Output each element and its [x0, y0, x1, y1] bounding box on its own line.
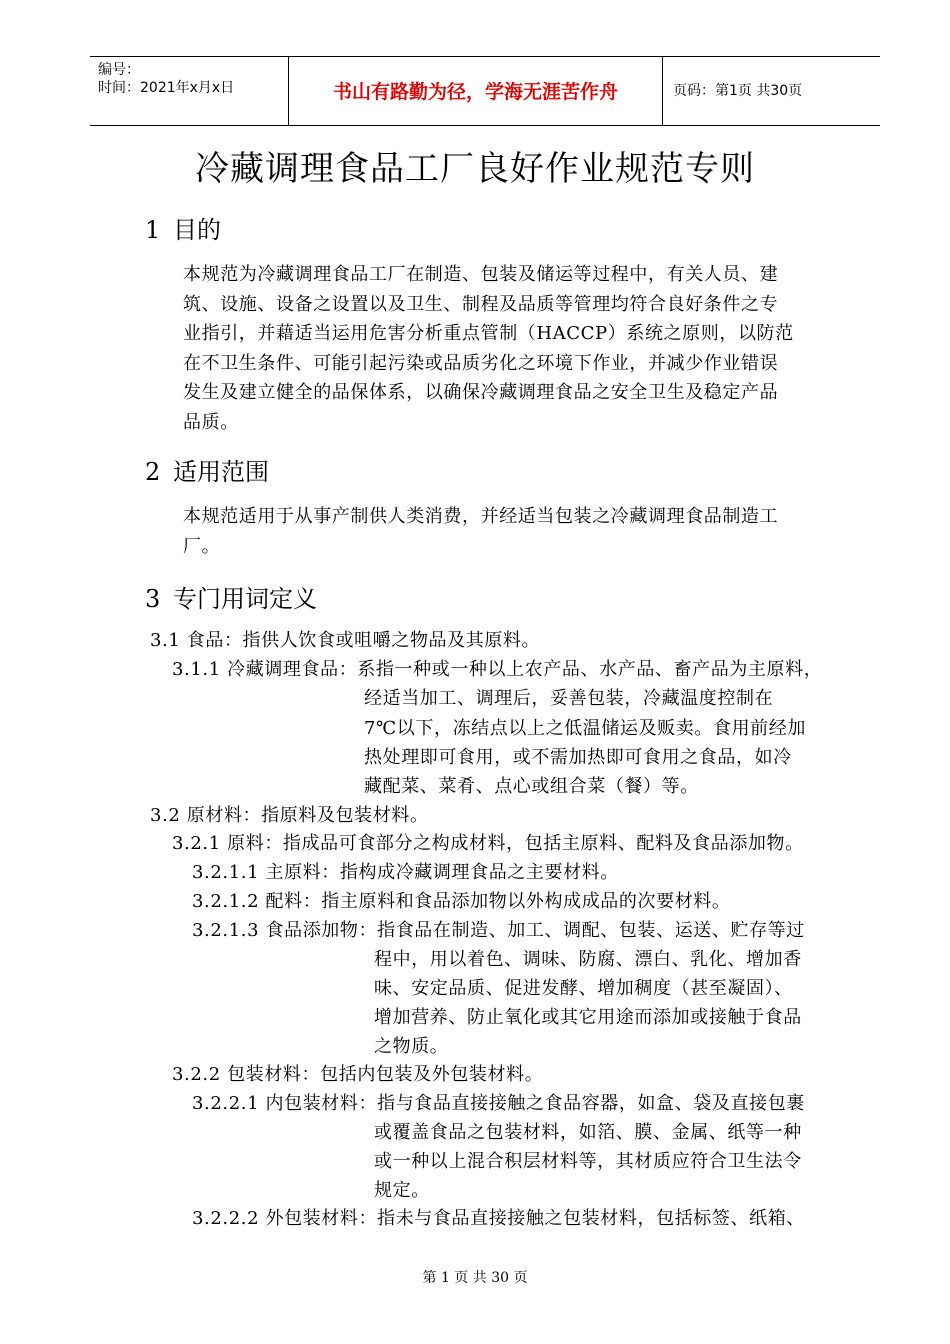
paragraph-line: 在不卫生条件、可能引起污染或品质劣化之环境下作业，并减少作业错误 — [183, 352, 779, 374]
section-title: 适用范围 — [173, 458, 269, 486]
definition-line: 味、安定品质、促进发酵、增加稠度（甚至凝固）、 — [374, 978, 793, 999]
paragraph-line: 品质。 — [183, 411, 239, 433]
paragraph-line: 本规范为冷藏调理食品工厂在制造、包装及储运等过程中，有关人员、建 — [183, 264, 779, 285]
definition-line: 规定。 — [374, 1180, 430, 1201]
definition-line: 3.2.1.2 配料：指主原料和食品添加物以外构成成品的次要材料。 — [192, 891, 731, 912]
document-title: 冷藏调理食品工厂良好作业规范专则 — [195, 149, 755, 189]
section-number: 1 — [145, 216, 161, 244]
definition-line: 藏配菜、菜肴、点心或组合菜（餐）等。 — [364, 776, 699, 797]
definition-line: 3.2.1.3 食品添加物：指食品在制造、加工、调配、包装、运送、贮存等过 — [192, 920, 805, 941]
paragraph-line: 筑、设施、设备之设置以及卫生、制程及品质等管理均符合良好条件之专 — [183, 293, 779, 315]
definition-line: 程中，用以着色、调味、防腐、漂白、乳化、增加香 — [374, 949, 802, 970]
definition-line: 3.2.2.2 外包装材料：指未与食品直接接触之包装材料，包括标签、纸箱、 — [192, 1208, 805, 1229]
page-header — [90, 56, 880, 126]
section-title: 专门用词定义 — [173, 585, 317, 613]
page-footer: 第 1 页 共 30 页 — [422, 1270, 528, 1286]
paragraph-line: 业指引，并藉适当运用危害分析重点管制（HACCP）系统之原则，以防范 — [183, 323, 794, 344]
definition-line: 3.2.1.1 主原料：指构成冷藏调理食品之主要材料。 — [192, 862, 619, 883]
definition-line: 之物质。 — [374, 1036, 449, 1057]
header-page-cell — [663, 57, 880, 125]
header-motto: 书山有路勤为径，学海无涯苦作舟 — [332, 81, 618, 103]
paragraph-line: 本规范适用于从事产制供人类消费，并经适当包装之冷藏调理食品制造工 — [183, 506, 779, 527]
section-number: 2 — [145, 458, 161, 486]
definition-line: 热处理即可食用，或不需加热即可食用之食品，如冷 — [364, 747, 792, 768]
section-number: 3 — [145, 585, 161, 613]
paragraph-line: 发生及建立健全的品保体系，以确保冷藏调理食品之安全卫生及稳定产品 — [183, 382, 779, 403]
header-info-cell — [90, 57, 289, 125]
definition-line: 3.2.2.1 内包装材料：指与食品直接接触之食品容器，如盒、袋及直接包裹 — [192, 1093, 805, 1114]
definition-line: 增加营养、防止氧化或其它用途而添加或接触于食品 — [374, 1007, 802, 1028]
section-heading-scope — [145, 456, 269, 488]
definition-line: 3.1.1 冷藏调理食品：系指一种或一种以上农产品、水产品、畜产品为主原料， — [172, 659, 823, 680]
definition-line: 或覆盖食品之包装材料，如箔、膜、金属、纸等一种 — [374, 1122, 802, 1143]
header-motto-cell — [289, 57, 663, 125]
paragraph-line: 厂。 — [183, 535, 221, 557]
definition-line: 或一种以上混合积层材料等，其材质应符合卫生法令 — [374, 1151, 802, 1172]
section-title: 目的 — [173, 216, 221, 244]
definition-line: 3.2.2 包装材料：包括内包装及外包装材料。 — [172, 1064, 544, 1085]
section-heading-definitions — [145, 583, 317, 615]
header-page-number: 页码：第1页 共30页 — [673, 83, 803, 99]
definition-line: 经适当加工、调理后，妥善包装，冷藏温度控制在 — [364, 688, 774, 709]
definition-line: 3.2 原材料：指原料及包装材料。 — [150, 805, 429, 826]
document-date-label: 时间：2021年x月x日 — [98, 80, 235, 96]
definition-line: 3.2.1 原料：指成品可食部分之构成材料，包括主原料、配料及食品添加物。 — [172, 833, 804, 854]
scope-paragraph — [183, 502, 828, 561]
document-number-label: 编号： — [98, 62, 140, 78]
section-heading-purpose — [145, 214, 221, 246]
definition-line: 3.1 食品：指供人饮食或咀嚼之物品及其原料。 — [150, 630, 541, 651]
purpose-paragraph — [183, 260, 828, 437]
definition-line: 7℃以下，冻结点以上之低温储运及贩卖。食用前经加 — [364, 718, 806, 739]
